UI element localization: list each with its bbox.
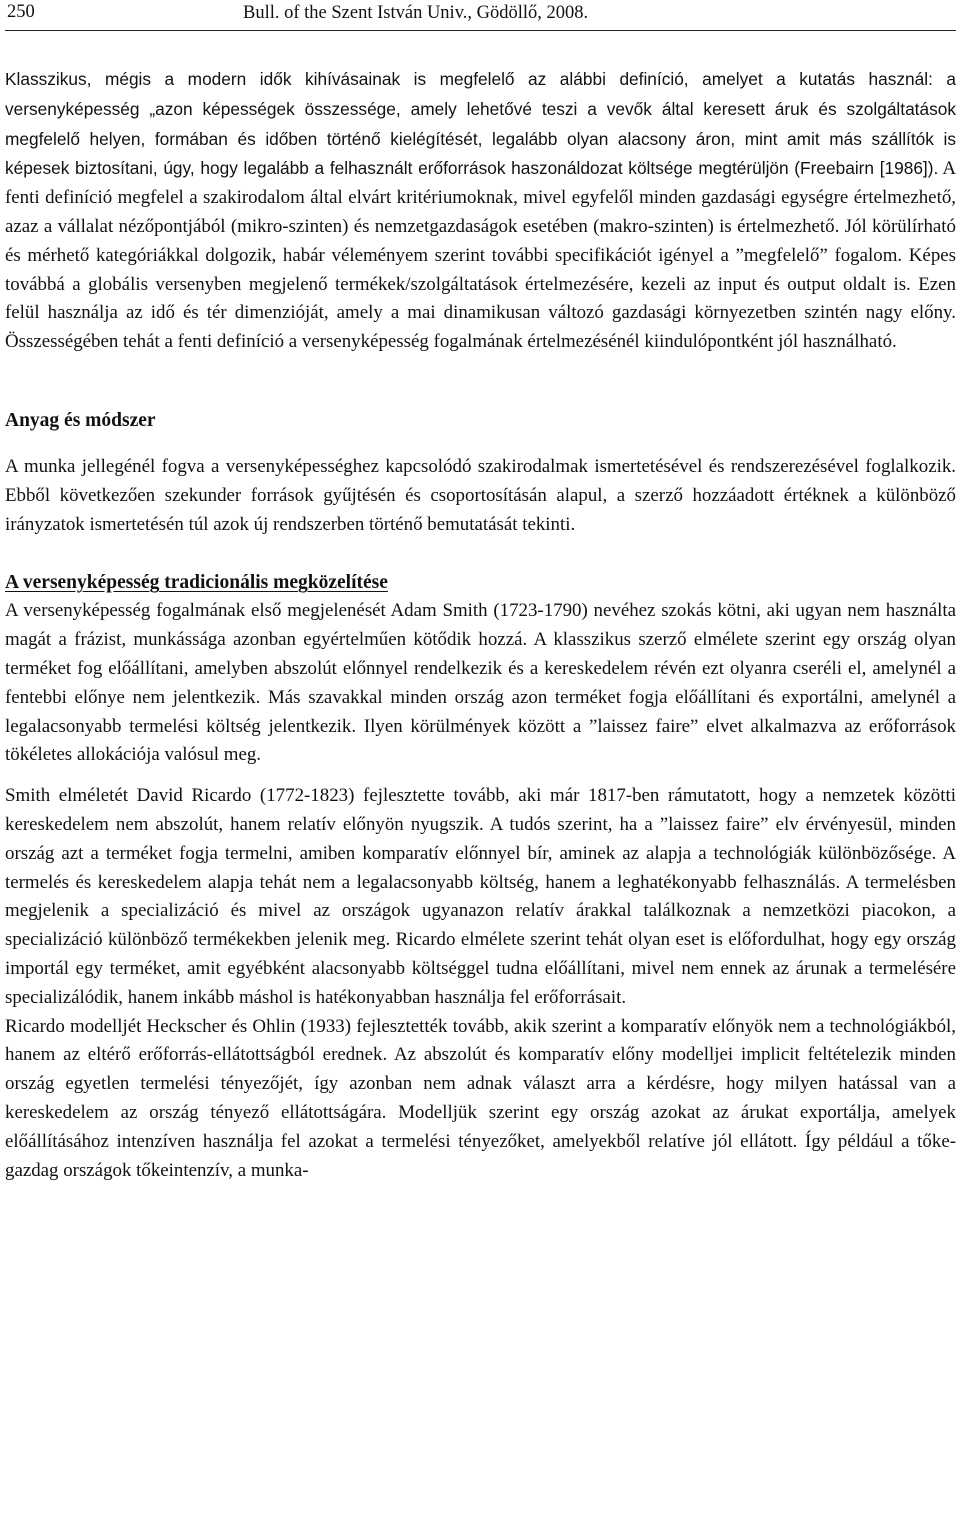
method-paragraph: A munka jellegénél fogva a versenyképességhez kapcsolódó szakirodalmak ismertetésével és rendszerezésével foglalkozik. Ebből következően szekunder források gyűjtésén és csoportosításán alapul, a szerző hozzáadott értéknek a különböző irányzatok ismertetésén túl azok új rendszerben történő bemutatását tekinti. bbox=[5, 455, 956, 535]
page-number: 250 bbox=[7, 2, 35, 22]
smith-paragraph: A versenyképesség fogalmának első megjelenését Adam Smith (1723-1790) nevéhez szokás kötni, aki ugyan nem használta magát a frázist, munkássága azonban egyértelműen kötődik hozzá. A klasszikus szerző elmélete szerint egy ország olyan terméket fog előállítani, amelyben abszolút előnnyel rendelkezik és a kereskedelem révén ezt olyanra cseréli el, amelynél a fentebbi előnye nem jelentkezik. Más szavakkal minden ország azon terméket fogja előállítani és exportálni, amelynél a legalacsonyabb termelési költség jelentkezik. Ilyen körülmények között a ”laissez faire” elvet alkalmazva az erőforrások tökéletes allokációja valósul meg. bbox=[5, 600, 956, 766]
definition-commentary: A fenti definíció megfelel a szakirodalom által elvárt kritériumoknak, mivel egyfelől minden gazdasági egységre értelmezhető, azaz a vállalat nézőpontjából (mikro-szinten) és nemzetgazdaságok esetében (makro-szinten) is értelmezhető. Jól körülírható és mérhető kategóriákkal dolgozik, habár véleményem szerint további specifikációt igényel a ”megfelelő” fogalom. Képes továbbá a globális versenyben megjelenő termékek/szolgáltatások értelmezésére, kezeli az input és output oldalt is. Ezen felül használja az idő és tér dimenzióját, amely a mai dinamikusan változó gazdasági környezetben szintén nagy előny. Összességében tehát a fenti definíció a versenyképesség fogalmának értelmezésénél kiindulópontként jól használható. bbox=[5, 158, 956, 353]
section-heading-traditional: A versenyképesség tradicionális megközelítése bbox=[5, 572, 388, 594]
section-heading-method: Anyag és módszer bbox=[5, 409, 156, 431]
ricardo-paragraph: Smith elméletét David Ricardo (1772-1823) fejlesztette tovább, aki már 1817-ben rámutatott, hogy a nemzetek közötti kereskedelem nem abszolút, hanem relatív előnyön nyugszik. A tudós szerint, ha a ”laissez faire” elv érvényesül, minden ország azt a terméket fogja termelni, amiben komparatív előnnyel bír, aminek az alapja a technológiák különbözősége. A termelés és kereskedelem alapja tehát nem a legalacsonyabb költség, hanem a leghatékonyabb felhasználás. A termelésben megjelenik a specializáció és mivel az országok ugyanazon relatív árakkal találkoznak a nemzetközi piacokon, a specializáció különböző termékekben jelenik meg. Ricardo elmélete szerint tehát olyan eset is előfordulhat, hogy egy ország importál egy terméket, amit egyébként alacsonyabb költséggel tudna előállítani, mivel nem ennek az árunak a termelésére specializálódik, hanem inkább máshol is hatékonyabban használja fel erőforrásait. bbox=[5, 785, 956, 1008]
document-page bbox=[5, 0, 956, 1185]
heckscher-ohlin-paragraph: Ricardo modelljét Heckscher és Ohlin (1933) fejlesztették tovább, akik szerint a komparatív előnyök nem a technológiákból, hanem az eltérő erőforrás-ellátottságból erednek. Az abszolút és komparatív előny modelljei implicit feltételezik minden ország egyetlen termelési tényezőjét, így azonban nem adnak választ arra a kérdésre, hogy milyen hatással van a kereskedelem az ország tényező ellátottságára. Modelljük szerint egy ország azokat az árukat exportálja, amelyek előállításához intenzíven használja fel azokat a termelési tényezőket, amelyekből relatíve jól ellátott. Így például a tőke-gazdag országok tőkeintenzív, a munka- bbox=[5, 1015, 956, 1181]
running-header bbox=[5, 0, 956, 31]
journal-citation: Bull. of the Szent István Univ., Gödöllő, 2008. bbox=[243, 3, 589, 23]
definition-quote: Klasszikus, mégis a modern idők kihívásainak is megfelelő az alábbi definíció, amelyet a kutatás használ: a versenyképesség „azon képességek összessége, amely lehetővé teszi a vevők által keresett áruk és szolgáltatások megfelelő helyen, formában és időben történő kielégítését, legalább olyan alacsony áron, mint amit más szállítók is képesek biztosítani, úgy, hogy legalább a felhasznált erőforrások haszonáldozat költsége megtérüljön (Freebairn [1986]). bbox=[5, 69, 956, 179]
intro-paragraph bbox=[5, 65, 956, 357]
